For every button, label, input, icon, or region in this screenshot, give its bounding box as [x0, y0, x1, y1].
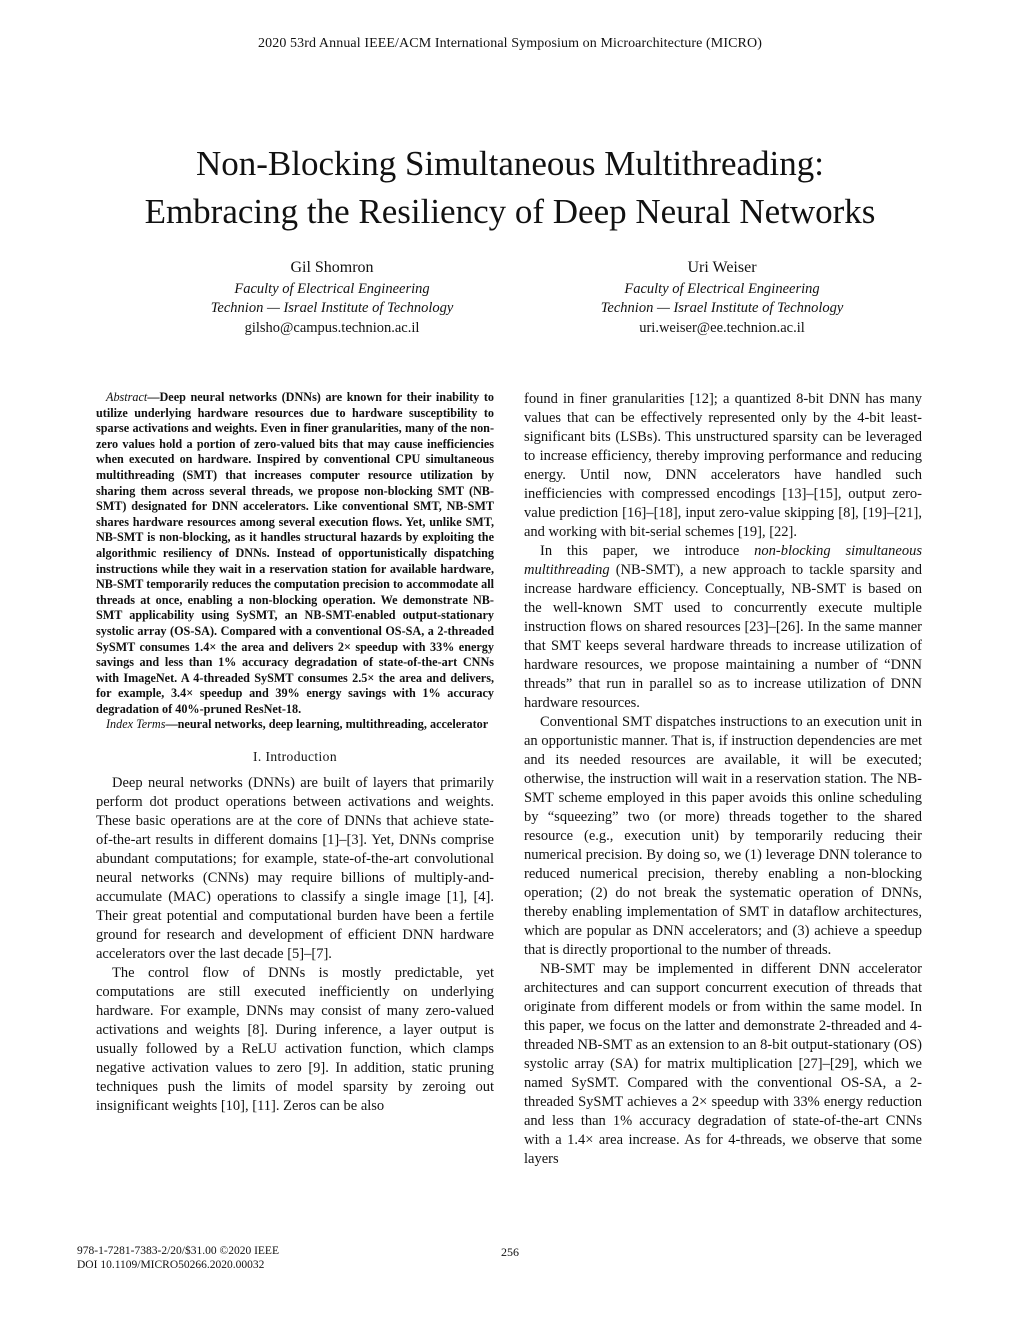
author-department: Faculty of Electrical Engineering [624, 280, 820, 297]
emphasis-term: non-blocking simultaneous multithreading [524, 543, 922, 578]
author-email[interactable]: gilsho@campus.technion.ac.il [244, 319, 420, 336]
abstract-label: Abstract [106, 390, 148, 404]
author-block-1 [152, 258, 512, 338]
paragraph: Deep neural networks (DNNs) are built of layers that primarily perform dot product operations between activations and weights. These basic operations are at the core of DNNs that achieve state-of-the-art results in different domains [1]–[3]. Yet, DNNs comprise abundant computations; for example, state-of-the-art convolutional neural networks (CNNs) may require billions of multiply-and-accumulate (MAC) operations to classify a single image [1], [4]. Their great potential and computational burden have been a fertile ground for research and development of efficient DNN hardware accelerators over the last decade [5]–[7]. [96, 775, 494, 963]
index-terms-text: —neural networks, deep learning, multithreading, accelerator [165, 717, 489, 732]
page-number: 256 [501, 1245, 519, 1259]
title-line-1: Non-Blocking Simultaneous Multithreading: [195, 144, 824, 183]
abstract [96, 390, 494, 733]
author-block-2 [542, 258, 902, 338]
title-line-2: Embracing the Resiliency of Deep Neural Networks [144, 192, 876, 231]
author-email[interactable]: uri.weiser@ee.technion.ac.il [639, 319, 805, 336]
paragraph-text: In this paper, we introduce [540, 543, 755, 559]
author-name: Gil Shomron [290, 259, 374, 276]
author-department: Faculty of Electrical Engineering [234, 280, 430, 297]
abstract-text: —Deep neural networks (DNNs) are known for their inability to utilize underlying hardware resources due to hardware susceptibility to sparse activations and weights. Even in finer granularities, many of the non-zero values hold a portion of zero-valued bits that may cause inefficiencies when executed on hardware. Inspired by conventional CPU simultaneous multithreading (SMT) that increases computer resource utilization by sharing them across several threads, we propose non-blocking SMT (NB-SMT) designated for DNN accelerators. Like conventional SMT, NB-SMT shares hardware resources among several execution flows. Yet, unlike SMT, NB-SMT is non-blocking, as it handles structural hazards by exploiting the algorithmic resiliency of DNNs. Instead of opportunistically dispatching instructions while they wait in a reservation station for available hardware, NB-SMT temporarily reduces the computation precision to accommodate all threads at once, enabling a non-blocking operation. We demonstrate NB-SMT applicability using SySMT, an NB-SMT-enabled output-stationary systolic array (OS-SA). Compared with a conventional OS-SA, a 2-threaded SySMT consumes 1.4× the area and delivers 2× speedup with 33% energy savings and less than 1% accuracy degradation of state-of-the-art CNNs with ImageNet. A 4-threaded SySMT consumes 2.5× the area and delivers, for example, 3.4× speedup and 39% energy savings with 1% accuracy degradation of 40%-pruned ResNet-18. [96, 390, 494, 716]
paper-title [0, 140, 1020, 236]
paragraph: Conventional SMT dispatches instructions to an execution unit in an opportunistic manner. That is, if instruction dependencies are met and its needed resources are available, it will be executed; otherwise, the instruction will wait in a reservation station. The NB-SMT scheme employed in this paper avoids this online scheduling by “squeezing” two (or more) threads together to the shared resource (e.g., execution unit) by temporarily reducing their numerical precision. By doing so, we (1) leverage DNN tolerance to reduced numerical precision, thereby enabling a non-blocking operation; (2) do not break the systematic operation of DNNs, thereby enabling implementation of SMT in dataflow architectures, which are popular as DNN accelerators; and (3) achieve a speedup that is directly proportional to the number of threads. [524, 714, 922, 958]
author-name: Uri Weiser [687, 259, 757, 276]
isbn-line: 978-1-7281-7383-2/20/$31.00 ©2020 IEEE [77, 1245, 279, 1257]
right-column [524, 390, 922, 1169]
paragraph: The control flow of DNNs is mostly predictable, yet computations are still executed inefficiently on underlying hardware. For example, DNNs may consist of many zero-valued activations and weights [8]. During inference, a layer output is usually followed by a ReLU activation function, which clamps negative activation values to zero [9]. In addition, static pruning techniques push the limits of model sparsity by zeroing out insignificant weights [10], [11]. Zeros can be also [96, 965, 494, 1115]
index-terms-label: Index Terms [106, 717, 166, 732]
conference-header: 2020 53rd Annual IEEE/ACM International Symposium on Microarchitecture (MICRO) [258, 36, 762, 51]
paragraph-text: (NB-SMT), a new approach to tackle sparsity and increase hardware efficiency. Conceptually, NB-SMT is based on the well-known SMT used to concurrently execute multiple instruction flows on shared resources [23]–[26]. In the same manner that SMT keeps several hardware threads to increase utilization of hardware resources, we propose maintaining a number of “DNN threads” that run in parallel so as to increase utilization of DNN hardware resources. [524, 562, 922, 711]
paragraph: found in finer granularities [12]; a quantized 8-bit DNN has many values that can be effectively represented only by the 4-bit least-significant bits (LSBs). This unstructured sparsity can be leveraged to increase efficiency, thereby improving performance and reducing energy. Until now, DNN accelerators have handled such inefficiencies with compressed encodings [13]–[15], output zero-value prediction [16]–[18], input zero-value skipping [8], [19]–[21], and working with bit-serial schemes [19], [22]. [524, 391, 922, 540]
paragraph [524, 542, 922, 713]
paragraph: NB-SMT may be implemented in different DNN accelerator architectures and can support concurrent execution of threads that originate from different models or from within the same model. In this paper, we focus on the latter and demonstrate 2-threaded and 4-threaded NB-SMT as an extension to an 8-bit output-stationary (OS) systolic array (SA) for matrix multiplication [27]–[29], which we named SySMT. Compared with the conventional OS-SA, a 2-threaded SySMT achieves a 2× speedup with 33% energy reduction and less than 1% accuracy degradation of state-of-the-art CNNs with a 1.4× area increase. As for 4-threads, we observe that some layers [524, 961, 923, 1167]
doi-line: DOI 10.1109/MICRO50266.2020.00032 [77, 1258, 265, 1271]
section-heading: I. Introduction [253, 749, 337, 765]
author-institution: Technion — Israel Institute of Technology [600, 300, 844, 316]
left-column [96, 390, 494, 1116]
author-institution: Technion — Israel Institute of Technology [210, 300, 454, 316]
